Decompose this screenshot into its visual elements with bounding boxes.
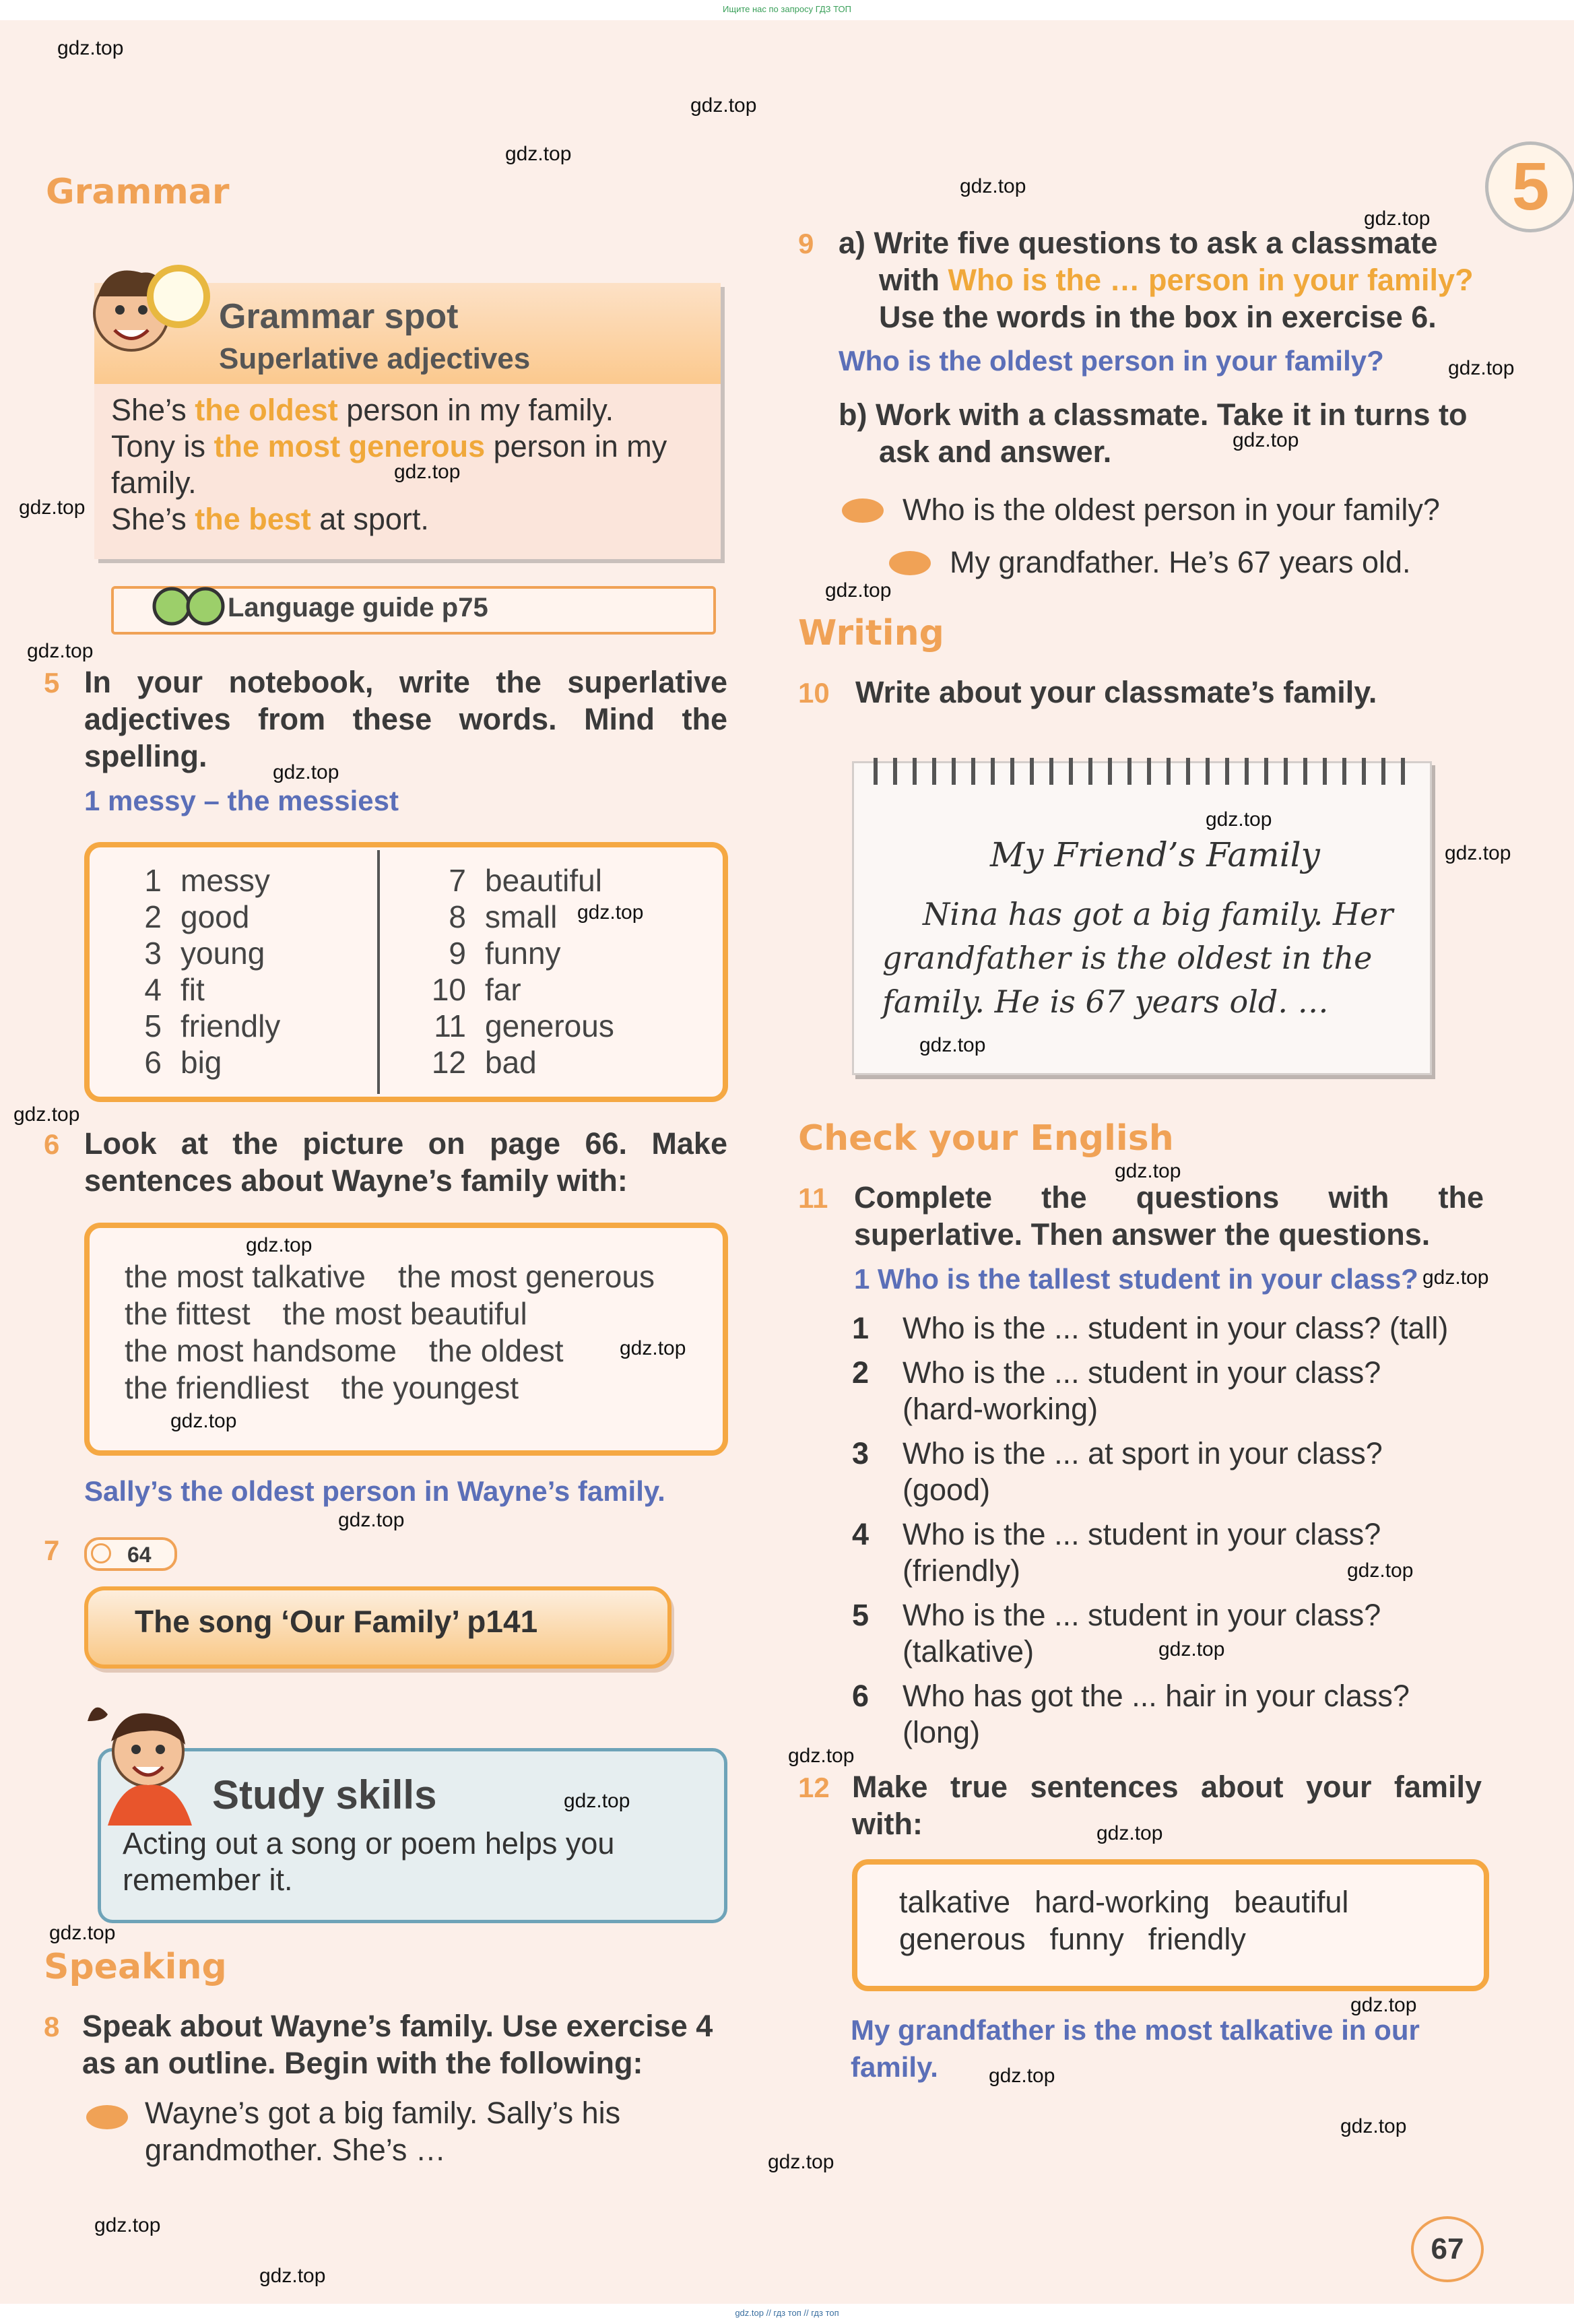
watermark: gdz.top: [564, 1790, 630, 1812]
exercise-6-line-1: Look at the picture on page 66. Make: [84, 1126, 727, 1161]
word-item: [135, 862, 270, 899]
word-number: 6: [144, 1045, 162, 1080]
study-skills-line-2: remember it.: [123, 1863, 293, 1897]
watermark: gdz.top: [94, 2214, 161, 2236]
phrase-row: [125, 1295, 527, 1332]
phrase-row: [125, 1369, 519, 1406]
exercise-5-example: 1 messy – the messiest: [84, 785, 399, 816]
watermark: gdz.top: [1448, 357, 1515, 379]
exercise-9a-line-1: a) Write five questions to ask a classmate: [839, 226, 1438, 260]
exercise-8-line-2: as an outline. Begin with the following:: [82, 2046, 643, 2080]
exercise-8-number: 8: [44, 2011, 60, 2042]
speaking-title: Speaking: [44, 1947, 227, 1987]
watermark: gdz.top: [825, 579, 892, 602]
watermark: gdz.top: [1445, 842, 1511, 864]
word-number: 10: [431, 972, 466, 1007]
exercise-9a-line-3: Use the words in the box in exercise 6.: [879, 300, 1437, 334]
watermark: gdz.top: [338, 1509, 405, 1531]
exercise-8-line-1: Speak about Wayne’s family. Use exercise 4: [82, 2009, 713, 2043]
exercise-12-example-2: family.: [851, 2051, 938, 2083]
word-item: [418, 971, 521, 1008]
grammar-example-1: She’s the oldest person in my family.: [111, 393, 614, 427]
exercise-5-number: 5: [44, 667, 60, 699]
word-text: funny: [485, 936, 561, 971]
grammar-title: Grammar: [46, 172, 230, 212]
word-number: 12: [431, 1045, 466, 1080]
check-your-english-title: Check your English: [798, 1118, 1174, 1159]
watermark: gdz.top: [768, 2151, 834, 2173]
word-item: [418, 1044, 537, 1080]
top-banner: Ищите нас по запросу ГДЗ ТОП: [0, 0, 1574, 20]
exercise-6-number: 6: [44, 1128, 60, 1160]
word-item: [135, 935, 265, 971]
word-text: messy: [181, 863, 270, 898]
question-number: 5: [852, 1598, 870, 1632]
exercise-12-line-1: Make true sentences about your family: [852, 1770, 1482, 1804]
question-hint: (good): [903, 1473, 991, 1507]
phrase: the youngest: [341, 1370, 519, 1405]
question-text: Who is the ... student in your class?: [903, 1355, 1381, 1390]
exercise-9-dialog-2: My grandfather. He’s 67 years old.: [950, 545, 1411, 579]
watermark: gdz.top: [1422, 1266, 1489, 1289]
watermark: gdz.top: [919, 1034, 986, 1056]
word-item: [418, 862, 602, 899]
exercise-12-line-2: with:: [852, 1807, 923, 1841]
word-item: [135, 1008, 280, 1044]
word-number: 9: [449, 936, 466, 971]
exercise-9-example: Who is the oldest person in your family?: [839, 345, 1384, 377]
grammar-example-2: Tony is the most generous person in my: [111, 429, 667, 463]
speech-bubble-icon: [842, 498, 884, 523]
unit-badge: 5: [1485, 141, 1574, 232]
watermark: gdz.top: [788, 1745, 855, 1767]
audio-track-number: 64: [127, 1543, 152, 1567]
watermark: gdz.top: [57, 37, 124, 59]
exercise-6-example: Sally’s the oldest person in Wayne’s family.: [84, 1475, 665, 1507]
question-hint: (long): [903, 1715, 981, 1749]
phrase-row: [125, 1332, 564, 1369]
notepad-line-3: family. He is 67 years old. …: [882, 983, 1329, 1020]
exercise-11-line-2: superlative. Then answer the questions.: [854, 1217, 1431, 1252]
question-text: Who is the ... student in your class? (tall): [903, 1311, 1449, 1345]
word-option: beautiful: [1234, 1885, 1349, 1919]
word-item: [135, 971, 205, 1008]
exercise-10-number: 10: [798, 677, 830, 709]
word-number: 7: [449, 863, 466, 898]
page-number: 67: [1411, 2216, 1484, 2282]
watermark: gdz.top: [1340, 2115, 1407, 2137]
watermark: gdz.top: [1096, 1822, 1163, 1844]
watermark: gdz.top: [1347, 1559, 1414, 1582]
speech-bubble-icon: [86, 2105, 128, 2129]
exercise-8-example-1: Wayne’s got a big family. Sally’s his: [145, 2096, 621, 2130]
notepad-line-1: Nina has got a big family. Her: [923, 896, 1393, 932]
question-hint: (hard-working): [903, 1392, 1098, 1426]
watermark: gdz.top: [1115, 1160, 1181, 1182]
watermark: gdz.top: [246, 1234, 313, 1256]
word-option: talkative: [899, 1885, 1011, 1919]
watermark: gdz.top: [620, 1337, 686, 1359]
question-text: Who is the ... student in your class?: [903, 1517, 1381, 1551]
phrase: the most generous: [397, 1259, 655, 1294]
exercise-5-line-3: spelling.: [84, 739, 207, 773]
notepad-line-2: grandfather is the oldest in the: [882, 940, 1373, 976]
question-hint: (friendly): [903, 1553, 1021, 1588]
study-skills-title: Study skills: [212, 1772, 437, 1817]
question-text: Who has got the ... hair in your class?: [903, 1679, 1410, 1713]
watermark: gdz.top: [273, 761, 339, 783]
notepad-title: My Friend’s Family: [990, 835, 1320, 874]
watermark: gdz.top: [1233, 429, 1299, 451]
exercise-5-line-1: In your notebook, write the superlative: [84, 665, 727, 699]
watermark: gdz.top: [1350, 1994, 1417, 2016]
watermark: gdz.top: [394, 461, 461, 483]
word-text: fit: [181, 972, 205, 1007]
phrase: the most handsome: [125, 1333, 397, 1368]
exercise-11-example: 1 Who is the tallest student in your class?: [854, 1263, 1418, 1295]
phrase: the oldest: [429, 1333, 564, 1368]
phrase: the most talkative: [125, 1259, 366, 1294]
word-number: 11: [434, 1008, 466, 1043]
word-text: bad: [485, 1045, 537, 1080]
word-number: 2: [144, 899, 162, 934]
word-number: 5: [144, 1008, 162, 1043]
word-item: [135, 899, 249, 935]
watermark: gdz.top: [1158, 1638, 1225, 1660]
word-item: [135, 1044, 222, 1080]
question-text: Who is the ... student in your class?: [903, 1598, 1381, 1632]
word-box-divider: [377, 850, 380, 1094]
watermark: gdz.top: [1364, 207, 1431, 230]
word-option: funny: [1049, 1922, 1124, 1956]
exercise-5-line-2: adjectives from these words. Mind the: [84, 702, 727, 736]
study-skills-line-1: Acting out a song or poem helps you: [123, 1826, 615, 1861]
audio-track-button[interactable]: [84, 1537, 177, 1571]
word-item: [418, 899, 557, 935]
language-guide-label: Language guide p75: [228, 593, 488, 622]
watermark: gdz.top: [690, 94, 757, 117]
song-label: The song ‘Our Family’ p141: [135, 1604, 538, 1639]
exercise-10-instruction: Write about your classmate’s family.: [855, 675, 1377, 709]
question-number: 3: [852, 1436, 870, 1471]
writing-title: Writing: [798, 613, 944, 653]
word-number: 1: [144, 863, 162, 898]
grammar-example-3: She’s the best at sport.: [111, 502, 429, 536]
question-number: 2: [852, 1355, 870, 1390]
phrase: the fittest: [125, 1296, 251, 1331]
watermark: gdz.top: [170, 1410, 237, 1432]
phrase-row: [125, 1258, 655, 1295]
exercise-9b-line-2: ask and answer.: [879, 434, 1112, 469]
watermark: gdz.top: [989, 2065, 1055, 2087]
grammar-example-2b: family.: [111, 465, 197, 500]
exercise-7-number: 7: [44, 1535, 60, 1566]
word-text: good: [181, 899, 250, 934]
exercise-9a-line-2: with Who is the … person in your family?: [879, 263, 1474, 297]
word-text: far: [485, 972, 521, 1007]
word-text: generous: [485, 1008, 614, 1043]
word-text: big: [181, 1045, 222, 1080]
exercise-9-number: 9: [798, 228, 814, 259]
exercise-8-example-2: grandmother. She’s …: [145, 2133, 446, 2167]
notepad-spiral-icon: [862, 748, 1428, 802]
exercise-11-line-1: Complete the questions with the: [854, 1180, 1484, 1215]
boy-magnifier-icon: [81, 249, 216, 377]
bottom-banner: gdz.top // гдз топ // гдз топ: [0, 2304, 1574, 2324]
watermark: gdz.top: [960, 175, 1026, 197]
question-number: 1: [852, 1311, 870, 1345]
watermark: gdz.top: [19, 496, 86, 519]
phrase: the most beautiful: [282, 1296, 527, 1331]
question-text: Who is the ... at sport in your class?: [903, 1436, 1383, 1471]
grammar-spot-title: Grammar spot: [219, 297, 459, 336]
watermark: gdz.top: [577, 901, 644, 924]
word-text: small: [485, 899, 558, 934]
question-hint: (talkative): [903, 1634, 1035, 1669]
exercise-12-words-row-2: [899, 1921, 1246, 1958]
exercise-12-words-row-1: [899, 1884, 1348, 1920]
word-text: beautiful: [485, 863, 602, 898]
watermark: gdz.top: [259, 2265, 326, 2287]
speech-bubble-icon: [889, 551, 931, 575]
watermark: gdz.top: [505, 143, 572, 165]
word-option: friendly: [1148, 1922, 1246, 1956]
grammar-spot-subtitle: Superlative adjectives: [219, 342, 531, 375]
word-number: 8: [449, 899, 466, 934]
exercise-6-line-2: sentences about Wayne’s family with:: [84, 1163, 628, 1198]
word-item: [418, 1008, 614, 1044]
word-number: 3: [144, 936, 162, 971]
exercise-12-example-1: My grandfather is the most talkative in our: [851, 2014, 1420, 2046]
question-number: 6: [852, 1679, 870, 1713]
watermark: gdz.top: [1206, 808, 1272, 831]
phrase: the friendliest: [125, 1370, 309, 1405]
watermark: gdz.top: [27, 640, 94, 662]
word-item: [418, 935, 561, 971]
cd-icon: [91, 1543, 111, 1563]
watermark: gdz.top: [13, 1103, 80, 1126]
word-text: friendly: [181, 1008, 281, 1043]
word-option: hard-working: [1035, 1885, 1210, 1919]
glasses-icon: [152, 581, 226, 628]
watermark: gdz.top: [49, 1922, 116, 1944]
exercise-11-number: 11: [798, 1182, 828, 1214]
word-option: generous: [899, 1922, 1026, 1956]
word-text: young: [181, 936, 265, 971]
question-number: 4: [852, 1517, 870, 1551]
word-number: 4: [144, 972, 162, 1007]
exercise-9b-line-1: b) Work with a classmate. Take it in turns to: [839, 397, 1468, 432]
girl-mascot-icon: [81, 1701, 216, 1829]
exercise-12-number: 12: [798, 1772, 830, 1803]
exercise-9-dialog-1: Who is the oldest person in your family?: [903, 492, 1440, 527]
